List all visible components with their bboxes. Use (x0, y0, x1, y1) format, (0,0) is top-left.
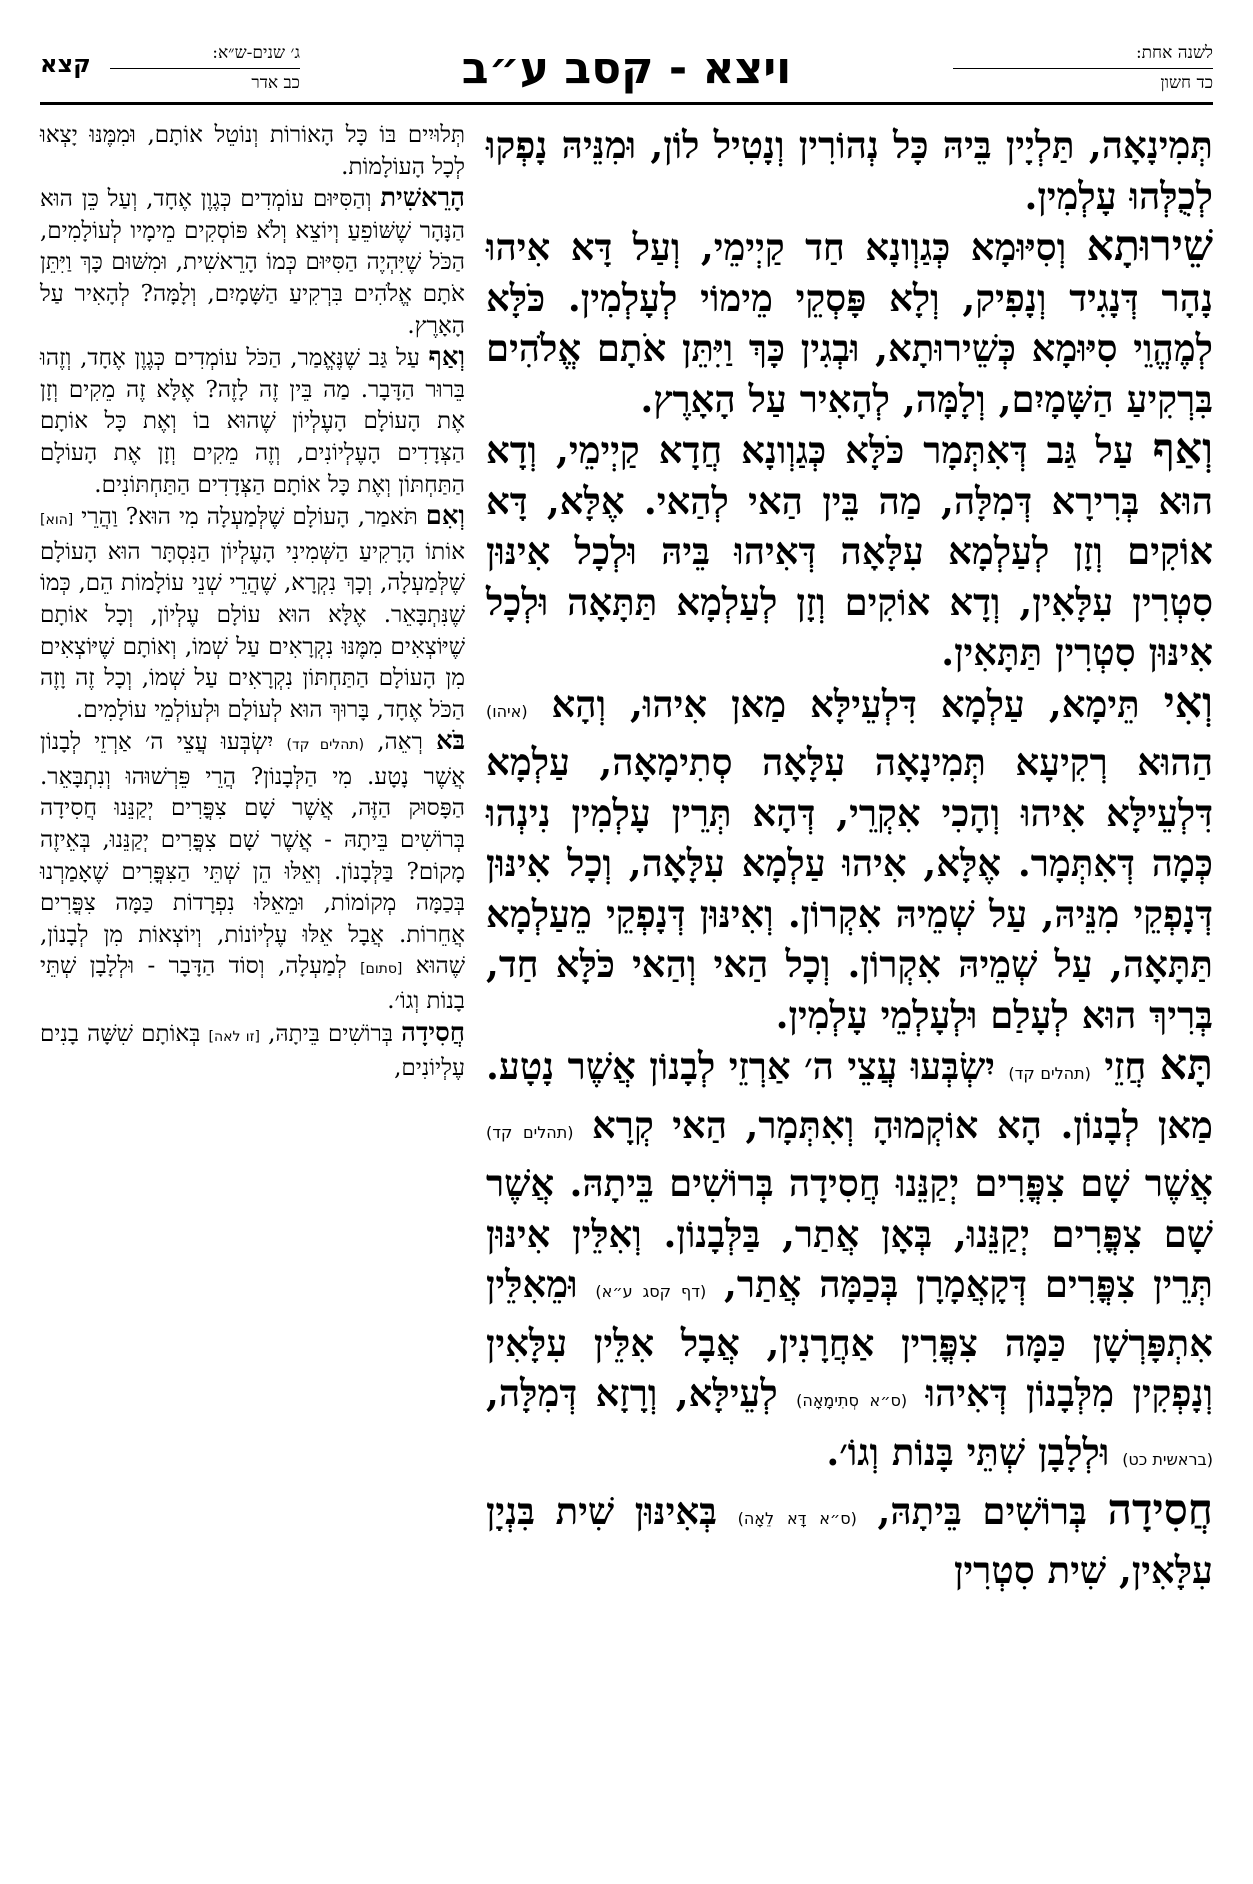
header-right-line1: לשנה אחת: (1135, 43, 1213, 63)
header-left-block (40, 40, 300, 100)
main-p6-ref: (ס״א דָּא לֵאָה) (737, 1509, 857, 1528)
main-paragraph-2 (486, 221, 1213, 424)
side-paragraph-5 (40, 726, 465, 1017)
main-p5-ref-1: (תהלים קד) (1008, 1064, 1091, 1083)
main-p1-text: תְּמִינָאָה, תַּלְיָין בֵּיהּ כָּל נְהוֹרִין וְנָטִיל לוֹן, וּמִנֵּיהּ נָפְקוּ לְכֻלְּהוּ עָלְמִין. (486, 123, 1213, 218)
page-title: ויצא - קסב ע״ב (461, 43, 792, 94)
main-p4-ref: (איהו) (486, 701, 528, 721)
main-text-column (486, 120, 1213, 1864)
main-p5-ref-4: (ס״א סְתִימָאָה) (796, 1391, 908, 1410)
side-paragraph-1 (40, 120, 465, 183)
main-p6-lead: חֲסִידָה (1107, 1485, 1213, 1535)
main-p5-text-d: וּמֵאִלֵּין אִתְפָּרְשָׁן כַּמָּה צִפֳּרִין אַחֲרָנִין, אֲבָל אִלֵּין עִלָּאִין וְנָפְקִין מִלְּבָנוֹן דְּאִיהוּ (486, 1262, 1214, 1415)
header-left-line2: כב אדר (110, 68, 300, 96)
side-p6-text-a: בְּרוֹשִׁים בֵּיתָהּ, (259, 1020, 402, 1047)
side-p4-ref: [הוא] (40, 512, 74, 529)
main-p4-text-b: הַהוּא רְקִיעָא תְּמִינָאָה עִלָּאָה סְתִימָאָה, עַלְמָא דִּלְעֵילָּא אִיהוּ וְהָכִי אִקְרֵי, דְּהָא תְּרֵין עָלְמִין נִינְהוּ כְּמָה דְּאִתְּמָר. אֶלָּא, אִיהוּ עַלְמָא עִלָּאָה, וְכָל אִינּוּן דְּנָפְקֵי מִנֵּיהּ, עַל שְׁמֵיהּ אִקְרוֹן. וְאִינּוּן דְּנָפְקֵי מֵעַלְמָא תַּתָּאָה, עַל שְׁמֵיהּ אִקְרוֹן. וְכָל הַאי וְהַאי כֹּלָּא חַד, בְּרִיךְ הוּא לְעָלַם וּלְעָלְמֵי עָלְמִין. (486, 740, 1213, 1037)
main-p2-lead: שֵׁירוּתָא (1086, 221, 1213, 271)
side-p5-ref-1: (תהלים קד) (286, 737, 365, 754)
side-p5-text-a: רְאֵה, (364, 729, 437, 756)
main-paragraph-5 (486, 1040, 1213, 1485)
main-p5-text-a: חֲזֵי (1090, 1044, 1160, 1088)
main-paragraph-4 (486, 678, 1213, 1041)
main-p5-ref-3: (דף קסג ע״א) (595, 1282, 707, 1301)
main-p6-text-b: בְּאִינּוּן שִׁית בִּנְיָן עִלָּאִין, שִׁית סִטְרִין (486, 1489, 1213, 1592)
side-p1-text: תְּלוּיִים בּוֹ כָּל הָאוֹרוֹת וְנוֹטֵל אוֹתָם, וּמִמֶּנּוּ יָצְאוּ לְכָל הָעוֹלָמוֹת. (40, 122, 465, 180)
main-p5-text-c: אֲשֶׁר שָׁם צִפֳּרִים יְקַנֵּנוּ חֲסִידָה בְּרוֹשִׁים בֵּיתָהּ. אֲשֶׁר שָׁם צִפֳּרִים יְקַנֵּנוּ, בְּאָן אֲתַר, בַּלְּבָנוֹן. וְאִלֵּין אִינּוּן תְּרֵין צִפֳּרִים דְּקָאֲמָרָן בְּכַמָּה אֲתַר, (486, 1161, 1213, 1306)
main-p4-lead: וְאִי (1163, 677, 1213, 728)
side-p5-ref-2: [סתום] (360, 961, 403, 978)
header-right-line2: כד חשון (953, 68, 1213, 96)
side-p4-text-a: תֹּאמַר, הָעוֹלָם שֶׁלְּמַעְלָה מִי הוּא? וַהֲרֵי (73, 504, 426, 531)
side-paragraph-6 (40, 1018, 465, 1085)
side-p6-text-b: בְּאוֹתָם שִׁשָּׁה בָנִים עֶלְיוֹנִים, (40, 1020, 465, 1082)
side-p3-text: עַל גַּב שֶׁנֶּאֱמַר, הַכֹּל עוֹמְדִים כְּגֶוֶן אֶחָד, וְזֶהוּ בֵּרוּר הַדָּבָר. מַה בֵּין זֶה לָזֶה? אֶלָּא זֶה מֵקִים וְזָן אֶת הָעוֹלָם הָעֶלְיוֹן שֶׁהוּא בוֹ וְאֶת כָּל אוֹתָם הַצְּדָדִים הָעֶלְיוֹנִים, וְזֶה מֵקִים וְזָן אֶת הָעוֹלָם הַתַּחְתּוֹן וְאֶת כָּל אוֹתָם הַצְּדָדִים הַתַּחְתּוֹנִים. (40, 345, 465, 498)
side-p2-text: וְהַסִּיּוּם עוֹמְדִים כְּגֶוֶן אֶחָד, וְעַל כֵּן הוּא הַנָּהָר שֶׁשּׁוֹפֵעַ וְיוֹצֵא וְלֹא פּוֹסְקִים מֵימָיו לְעוֹלָמִים, הַכֹּל שֶׁיִּהְיֶה הַסִּיּוּם כְּמוֹ הָרֵאשִׁית, וּמִשּׁוּם כָּךְ וַיִּתֵּן אֹתָם אֱלֹהִים בִּרְקִיעַ הַשָּׁמָיִם, וְלָמָּה? לְהָאִיר עַל הָאָרֶץ. (40, 186, 465, 339)
side-p5-lead: בֹּא (436, 726, 466, 757)
main-p2-text: וְסִיּוּמָא כְּגַוְונָא חַד קַיְימֵי, וְעַל דָּא אִיהוּ נָהָר דְּנָגִיד וְנָפִיק, וְלָא פָּסְקֵי מֵימוֹי לְעָלְמִין. כֹּלָּא לְמֶהֱוֵי סִיּוּמָא כְּשֵׁירוּתָא, וּבְגִין כָּךְ וַיִּתֵּן אֹתָם אֱלֹהִים בִּרְקִיעַ הַשָּׁמָיִם, וְלָמָּה, לְהָאִיר עַל הָאָרֶץ. (486, 225, 1213, 421)
side-p5-text-c: לְמַעְלָה, וְסוֹד הַדָּבָר - וּלְלָבָן שְׁתֵּי בָנוֹת וְגוֹ׳. (40, 953, 465, 1015)
side-p4-lead: וְאִם (425, 501, 465, 532)
main-p5-text-f: וּלְלָבָן שְׁתֵּי בָּנוֹת וְגוֹ׳. (826, 1429, 1123, 1474)
page-header (40, 40, 1213, 105)
header-left-dates (110, 40, 300, 96)
side-p5-text-b: יִשְׂבְּעוּ עֲצֵי ה׳ אַרְזֵי לְבָנוֹן אֲשֶׁר נָטָע. מִי הַלְּבָנוֹן? הֲרֵי פֵּרְשׁוּהוּ וְנִתְבָּאֵר. הַפָּסוּק הַזֶּה, אֲשֶׁר שָׁם צִפֳּרִים יְקַנֵּנוּ חֲסִידָה בְּרוֹשִׁים בֵּיתָהּ - אֲשֶׁר שָׁם צִפֳּרִים יְקַנֵּנוּ, בְּאֵיזֶה מָקוֹם? בַּלְּבָנוֹן. וְאֵלּוּ הֵן שְׁתֵּי הַצִּפֳּרִים שֶׁאָמַרְנוּ בְּכַמָּה מְקוֹמוֹת, וּמֵאֵלּוּ נִפְרָדוֹת כַּמָּה צִפֳּרִים אֲחֵרוֹת. אֲבָל אֵלּוּ עֶלְיוֹנוֹת, וְיוֹצְאוֹת מִן לְבָנוֹן, שֶׁהוּא (40, 729, 465, 980)
main-paragraph-6 (486, 1485, 1213, 1595)
header-left-line1: ג׳ שנים-ש״א: (212, 43, 300, 63)
main-paragraph-1 (486, 120, 1213, 221)
main-p6-text-a: בְּרוֹשִׁים בֵּיתָהּ, (856, 1489, 1108, 1533)
page-number: קצא (40, 50, 91, 78)
main-p3-lead: וְאַף (1152, 424, 1213, 474)
main-p4-text-a: תֵּימָא, עַלְמָא דִּלְעֵילָּא מַאן אִיהוּ, וְהָא (527, 681, 1164, 726)
main-p5-text-b: יִשְׂבְּעוּ עֲצֵי ה׳ אַרְזֵי לְבָנוֹן אֲשֶׁר נָטָע. מַאן לְבָנוֹן. הָא אוֹקְמוּהָ וְאִתְּמָר, הַאי קְרָא (486, 1044, 1213, 1147)
side-paragraph-2 (40, 183, 465, 342)
side-paragraph-3 (40, 342, 465, 501)
side-p2-lead: הָרֵאשִׁית (380, 183, 465, 214)
side-p3-lead: וְאַף (428, 342, 465, 373)
side-paragraph-4 (40, 501, 465, 726)
translation-column (40, 120, 465, 1864)
main-p5-text-e: לְעֵילָּא, וְרָזָא דְּמִלָּה, (486, 1371, 797, 1415)
main-p5-ref-5: (בראשית כט) (1122, 1449, 1213, 1469)
main-p3-text: עַל גַּב דְּאִתְּמָר כֹּלָּא כְּגַוְונָא חֲדָא קַיְימֵי, וְדָא הוּא בְּרִירָא דְּמִלָּה, מַה בֵּין הַאי לְהַאי. אֶלָּא, דָּא אוֹקִים וְזָן לְעַלְמָא עִלָּאָה דְּאִיהוּ בֵּיהּ וּלְכָל אִינּוּן סִטְרִין עִלָּאִין, וְדָא אוֹקִים וְזָן לְעַלְמָא תַּתָּאָה וּלְכָל אִינּוּן סִטְרִין תַּתָּאִין. (486, 428, 1213, 674)
side-p6-ref: [זו לאה] (208, 1028, 260, 1045)
side-p4-text-b: אוֹתוֹ הָרָקִיעַ הַשְּׁמִינִי הָעֶלְיוֹן הַנִּסְתָּר הוּא הָעוֹלָם שֶׁלְּמַעְלָה, וְכָךְ נִקְרָא, שֶׁהֲרֵי שְׁנֵי עוֹלָמוֹת הֵם, כְּמוֹ שֶׁנִּתְבָּאֵר. אֶלָּא הוּא עוֹלָם עֶלְיוֹן, וְכָל אוֹתָם שֶׁיּוֹצְאִים מִמֶּנּוּ נִקְרָאִים עַל שְׁמוֹ, וְאוֹתָם שֶׁיּוֹצְאִים מִן הָעוֹלָם הַתַּחְתּוֹן נִקְרָאִים עַל שְׁמוֹ, וְכָל זֶה וָזֶה הַכֹּל אֶחָד, בָּרוּךְ הוּא לְעוֹלָם וּלְעוֹלְמֵי עוֹלָמִים. (40, 538, 465, 723)
side-p6-lead: חֲסִידָה (401, 1017, 465, 1048)
main-p5-ref-2: (תהלים קד) (486, 1122, 574, 1142)
main-paragraph-3 (486, 424, 1213, 678)
main-p5-lead: תָּא (1159, 1040, 1213, 1090)
